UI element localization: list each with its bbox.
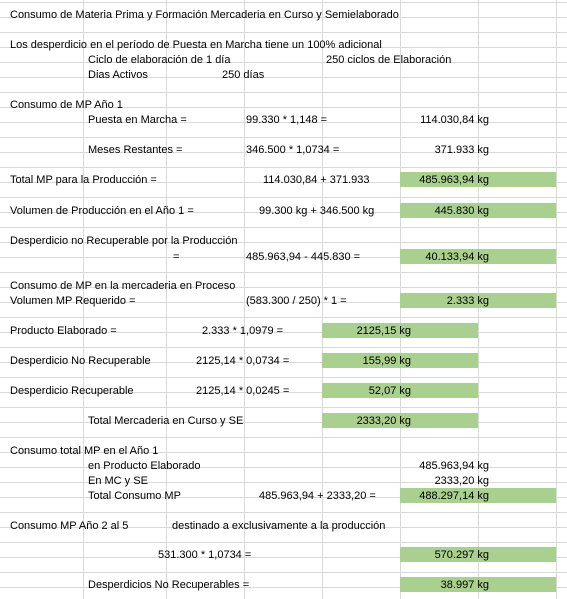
desperdicio-nr-result: 40.133,94 kg [425,251,489,263]
desp-rec-label: Desperdicio Recuperable [10,385,134,397]
vol-mp-label: Volumen MP Requerido = [10,295,136,307]
volumen-result: 445.830 kg [434,205,489,217]
ciclo-label: Ciclo de elaboración de 1 día [88,54,231,66]
grid-column-line [556,0,557,599]
grid-column-line [166,0,167,599]
grid-row-line [0,422,567,423]
volumen-label: Volumen de Producción en el Año 1 = [10,205,194,217]
meses-formula: 346.500 * 1,0734 = [246,144,340,156]
desp-no-rec-formula: 2125,14 * 0,0734 = [196,355,290,367]
total-mp-result: 485.963,94 kg [419,174,489,186]
grid-row-line [0,197,567,198]
grid-column-line [244,0,245,599]
grid-row-line [0,227,567,228]
consumo-mc-value: 2333,20 kg [434,475,489,487]
total-mp-label: Total MP para la Producción = [10,174,157,186]
grid-row-line [0,542,567,543]
producto-label: Producto Elaborado = [10,325,117,337]
mercaderia-heading: Consumo de MP en la mercaderia en Proceso [10,280,236,292]
desperdicio-nr-formula: 485.963,94 - 445.830 = [246,251,361,263]
grid-row-line [0,92,567,93]
vol-mp-result: 2.333 kg [446,295,489,307]
consumo-prod-value: 485.963,94 kg [419,460,489,472]
consumo-prod-label: en Producto Elaborado [88,460,201,472]
consumo-total-heading: Consumo total MP en el Año 1 [10,445,159,457]
ciclo-value: 250 ciclos de Elaboración [326,54,452,66]
puesta-formula: 99.330 * 1,148 = [246,114,328,126]
desp-no-rec-label: Desperdicio No Recuperable [10,355,151,367]
grid-row-line [0,167,567,168]
grid-row-line [0,407,567,408]
mp-anio1-heading: Consumo de MP Año 1 [10,99,123,111]
anio2-formula: 531.300 * 1,0734 = [158,549,252,561]
anio2-desp-result: 38.997 kg [440,579,489,591]
intro-line: Los desperdicio en el período de Puesta en Marcha tiene un 100% adicional [10,39,382,51]
grid-row-line [0,137,567,138]
anio2-result: 570.297 kg [434,549,489,561]
puesta-label: Puesta en Marcha = [88,114,187,126]
sheet-title: Consumo de Materia Prima y Formación Mercaderia en Curso y Semielaborado [10,9,399,21]
grid-row-line [0,32,567,33]
total-mp-formula: 114.030,84 + 371.933 [263,174,370,186]
grid-row-line [0,62,567,63]
anio2-desp-label: Desperdicios No Recuperables = [88,579,250,591]
meses-result: 371.933 kg [434,144,489,156]
desperdicio-nr-label: Desperdicio no Recuperable por la Producción [10,235,238,247]
grid-row-line [0,317,567,318]
desp-rec-formula: 2125,14 * 0,0245 = [196,385,290,397]
grid-row-line [0,2,567,3]
anio2-heading: Consumo MP Año 2 al 5 [10,520,129,532]
grid-row-line [0,77,567,78]
grid-row-line [0,572,567,573]
anio2-note: destinado a exclusivamente a la producción [172,520,386,532]
consumo-total-result: 488.297,14 kg [419,490,489,502]
meses-label: Meses Restantes = [88,144,183,156]
dias-label: Dias Activos [88,69,148,81]
grid-row-line [0,437,567,438]
total-merc-label: Total Mercaderia en Curso y SE [88,415,244,427]
grid-row-line [0,347,567,348]
desp-no-rec-result: 155,99 kg [362,355,411,367]
total-merc-result: 2333,20 kg [356,415,411,427]
consumo-mc-label: En MC y SE [88,475,148,487]
volumen-formula: 99.300 kg + 346.500 kg [259,205,375,217]
consumo-total-formula: 485.963,94 + 2333,20 = [259,490,376,502]
grid-row-line [0,377,567,378]
grid-row-line [0,272,567,273]
grid-row-line [0,512,567,513]
desperdicio-nr-eq: = [173,251,180,263]
producto-result: 2125,15 kg [356,325,411,337]
puesta-result: 114.030,84 kg [420,114,489,126]
dias-value: 250 días [222,69,265,81]
desp-rec-result: 52,07 kg [368,385,411,397]
consumo-total-label: Total Consumo MP [88,490,181,502]
producto-formula: 2.333 * 1,0979 = [202,325,284,337]
vol-mp-formula: (583.300 / 250) * 1 = [246,295,347,307]
